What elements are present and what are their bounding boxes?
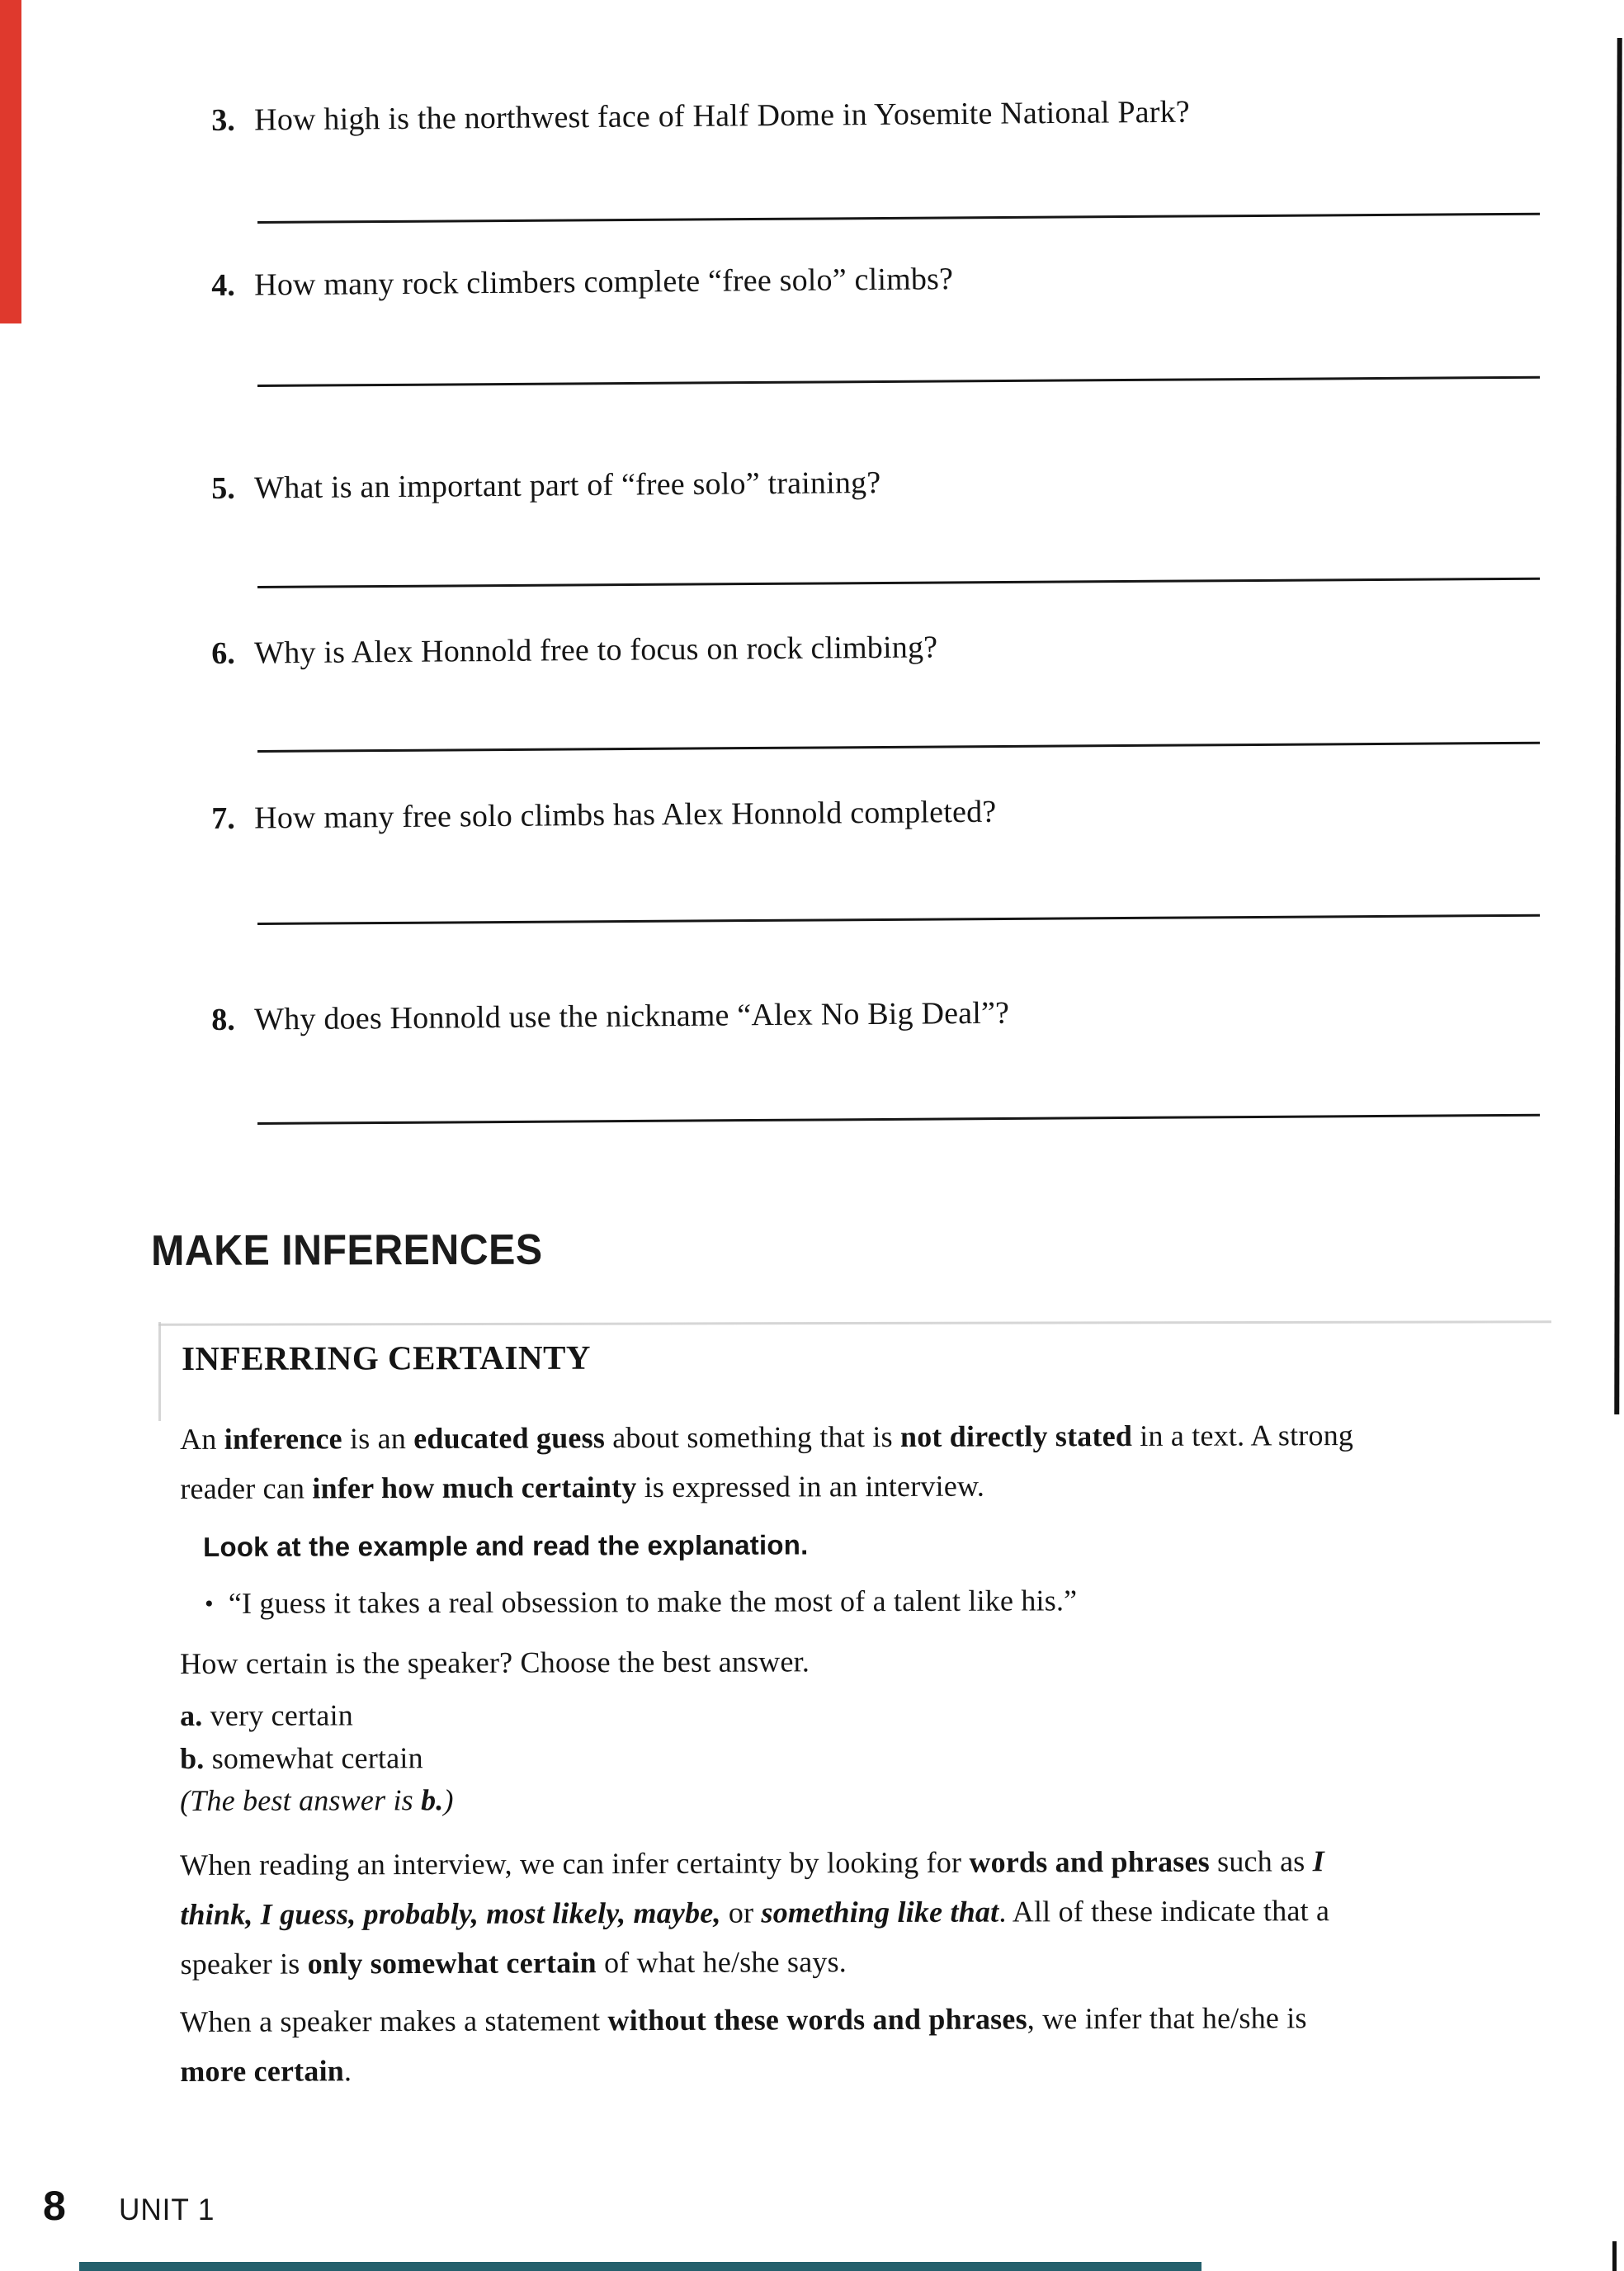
text-run: a. — [180, 1698, 203, 1732]
skillbox-intro-paragraph — [180, 1410, 1353, 1513]
page-number: 8 — [43, 2183, 66, 2229]
question-number: 4. — [211, 267, 235, 303]
text-run: An — [180, 1422, 224, 1456]
question-number: 6. — [211, 635, 235, 671]
question-text: How many rock climbers complete “free solo” climbs? — [254, 262, 954, 303]
text-run: words and phrases — [969, 1844, 1210, 1879]
text-run: very certain — [202, 1698, 354, 1732]
text-run: reader can — [180, 1471, 313, 1505]
text-run: educated guess — [413, 1421, 606, 1456]
text-run: without these words and phrases — [607, 2002, 1027, 2037]
text-run: ) — [443, 1783, 454, 1817]
speaker-question: How certain is the speaker? Choose the best answer. — [180, 1645, 810, 1680]
text-run: , we infer that he/she is — [1027, 2001, 1307, 2036]
scan-edge-red-bar — [0, 0, 21, 323]
question-item — [211, 89, 1573, 140]
text-run: I — [1312, 1844, 1324, 1878]
text-run: (The best answer is — [180, 1783, 422, 1817]
section-title: MAKE INFERENCES — [151, 1225, 543, 1275]
answer-line[interactable] — [257, 911, 1540, 925]
scan-edge-mark — [1612, 2241, 1617, 2271]
answer-line[interactable] — [257, 1111, 1540, 1125]
example-quote-text: “I guess it takes a real obsession to make the most of a talent like his.” — [228, 1584, 1078, 1620]
answer-line[interactable] — [257, 373, 1540, 387]
text-run: infer how much certainty — [312, 1471, 637, 1505]
example-quote-item — [205, 1583, 1077, 1621]
question-item — [211, 622, 1573, 673]
question-item — [211, 457, 1573, 508]
question-text: Why is Alex Honnold free to focus on rock climbing? — [254, 630, 938, 671]
question-number: 3. — [211, 102, 235, 138]
text-run: is expressed in an interview. — [636, 1469, 985, 1504]
text-run: such as — [1209, 1844, 1313, 1878]
text-run: only somewhat certain — [307, 1946, 597, 1981]
text-run: . — [343, 2054, 352, 2088]
text-run: When a speaker makes a statement — [180, 2004, 608, 2038]
question-item — [211, 254, 1573, 305]
scan-edge-teal-bar — [79, 2262, 1201, 2271]
question-text: How many free solo climbs has Alex Honnold completed? — [254, 794, 997, 836]
skillbox-border-top — [158, 1320, 1551, 1326]
answer-line[interactable] — [257, 739, 1540, 753]
option-a — [180, 1697, 353, 1733]
unit-label: UNIT 1 — [118, 2193, 215, 2226]
text-run: inference — [224, 1422, 342, 1456]
skillbox-title: INFERRING CERTAINTY — [182, 1338, 592, 1377]
question-item — [211, 787, 1573, 838]
text-run: in a text. A strong — [1131, 1419, 1354, 1452]
text-run: more certain — [180, 2054, 345, 2088]
text-run: about something that is — [604, 1419, 901, 1455]
text-run: When reading an interview, we can infer certainty by looking for — [180, 1845, 970, 1881]
text-run: somewhat certain — [204, 1741, 423, 1775]
text-run: . All of these indicate that a — [998, 1894, 1330, 1929]
question-number: 8. — [211, 1002, 235, 1037]
question-number: 7. — [211, 800, 235, 836]
text-run: b. — [421, 1783, 444, 1817]
text-run: speaker is — [180, 1947, 308, 1981]
page-footer — [43, 2182, 220, 2230]
without-words-paragraph — [180, 1993, 1307, 2096]
answer-line[interactable] — [257, 574, 1540, 588]
scan-edge-line — [1614, 38, 1622, 1414]
text-run: or — [720, 1896, 762, 1929]
text-run: think, I guess, probably, most likely, maybe, — [180, 1896, 721, 1931]
certainty-words-paragraph — [180, 1836, 1329, 1989]
skillbox-border-left — [158, 1322, 161, 1421]
option-b — [180, 1740, 423, 1776]
text-run: b. — [180, 1741, 205, 1775]
text-run: something like that — [761, 1895, 999, 1929]
text-run: of what he/she says. — [596, 1945, 847, 1980]
text-run: not directly stated — [899, 1419, 1133, 1453]
bullet-icon: • — [205, 1589, 214, 1617]
question-text: What is an important part of “free solo” training? — [254, 465, 881, 506]
question-item — [211, 989, 1573, 1040]
example-instruction: Look at the example and read the explanation. — [203, 1529, 809, 1562]
answer-line[interactable] — [257, 210, 1540, 224]
answer-note — [180, 1782, 454, 1818]
text-run: is an — [342, 1422, 414, 1456]
question-text: How high is the northwest face of Half Dome in Yosemite National Park? — [254, 94, 1191, 138]
question-number: 5. — [211, 470, 235, 506]
question-text: Why does Honnold use the nickname “Alex No Big Deal”? — [254, 995, 1010, 1037]
